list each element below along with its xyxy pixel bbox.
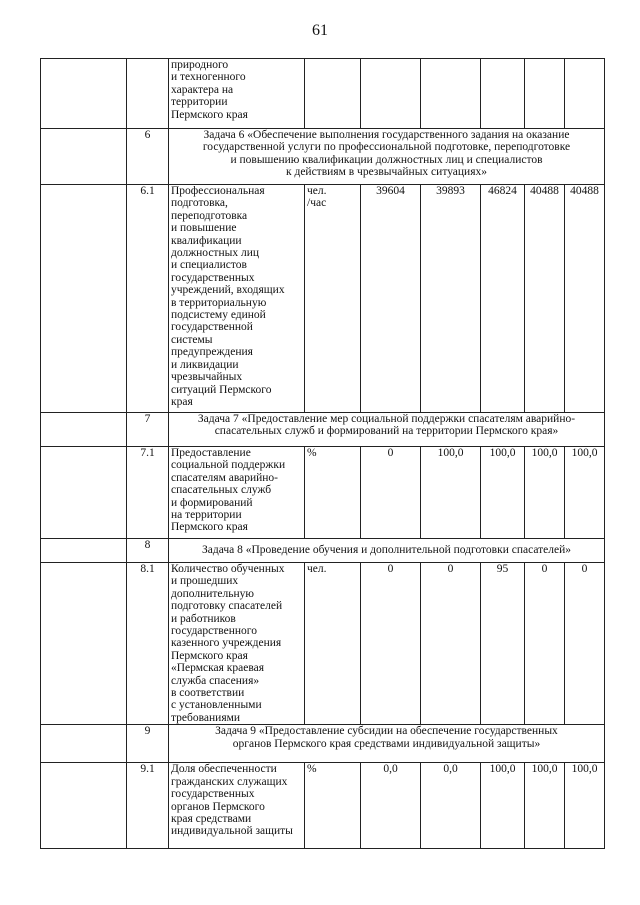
value-cell: 0	[525, 563, 565, 725]
blank-cell	[41, 763, 127, 849]
unit-cell: чел.	[305, 563, 361, 725]
task-number: 7	[127, 413, 169, 447]
blank-cell	[41, 129, 127, 185]
value-cell: 46824	[481, 185, 525, 413]
value-cell: 40488	[565, 185, 605, 413]
blank-cell	[41, 725, 127, 763]
table-row	[41, 185, 605, 413]
value-cell: 0	[565, 563, 605, 725]
value-cell: 0	[361, 447, 421, 539]
value-cell: 39893	[421, 185, 481, 413]
table-row	[41, 563, 605, 725]
row-number-cell	[127, 59, 169, 129]
task-number: 9	[127, 725, 169, 763]
row-number: 7.1	[127, 447, 169, 539]
value-cell: 100,0	[525, 447, 565, 539]
row-number: 8.1	[127, 563, 169, 725]
indicator-description: Предоставление социальной поддержки спасателям аварийно- спасательных служб и формирований на территории Пермского края	[169, 447, 305, 539]
blank-cell	[41, 185, 127, 413]
value-cell	[481, 59, 525, 129]
task-title: Задача 6 «Обеспечение выполнения государственного задания на оказание государственной услуги по профессиональной подготовке, переподготовке и повышению квалификации должностных лиц и специалистов к действиям в чрезвычайных ситуациях»	[169, 129, 605, 185]
value-cell: 0	[421, 563, 481, 725]
row-number: 9.1	[127, 763, 169, 849]
value-cell: 0,0	[421, 763, 481, 849]
unit-cell: %	[305, 447, 361, 539]
task-row	[41, 129, 605, 185]
blank-cell	[41, 563, 127, 725]
value-cell: 100,0	[481, 447, 525, 539]
indicator-description: природного и техногенного характера на территории Пермского края	[169, 59, 305, 129]
value-cell	[565, 59, 605, 129]
row-number: 6.1	[127, 185, 169, 413]
blank-cell	[41, 59, 127, 129]
task-row	[41, 413, 605, 447]
unit-cell: %	[305, 763, 361, 849]
value-cell	[361, 59, 421, 129]
table-row	[41, 763, 605, 849]
task-row	[41, 539, 605, 563]
value-cell	[525, 59, 565, 129]
value-cell	[421, 59, 481, 129]
value-cell: 39604	[361, 185, 421, 413]
page-number: 61	[312, 22, 328, 39]
value-cell: 0,0	[361, 763, 421, 849]
value-cell: 100,0	[565, 447, 605, 539]
task-title: Задача 7 «Предоставление мер социальной поддержки спасателям аварийно- спасательных служб и формирований на территории Пермского края»	[169, 413, 605, 447]
blank-cell	[41, 539, 127, 563]
value-cell: 100,0	[481, 763, 525, 849]
indicator-description: Профессиональная подготовка, переподготовка и повышение квалификации должностных лиц и специалистов государственных учреждений, входящих в территориальную подсистему единой государственной системы предупреждения и ликвидации чрезвычайных ситуаций Пермского края	[169, 185, 305, 413]
value-cell: 100,0	[421, 447, 481, 539]
indicator-description: Количество обученных и прошедших дополнительную подготовку спасателей и работников государственного казенного учреждения Пермского края «Пермская краевая служба спасения» в соответствии с установленными требованиями	[169, 563, 305, 725]
table-row	[41, 447, 605, 539]
task-row	[41, 725, 605, 763]
blank-cell	[41, 413, 127, 447]
task-title: Задача 9 «Предоставление субсидии на обеспечение государственных органов Пермского края средствами индивидуальной защиты»	[169, 725, 605, 763]
table-row	[41, 59, 605, 129]
blank-cell	[41, 447, 127, 539]
task-number: 8	[127, 539, 169, 563]
unit-cell	[305, 59, 361, 129]
value-cell: 0	[361, 563, 421, 725]
indicators-table	[40, 58, 605, 849]
unit-cell: чел. /час	[305, 185, 361, 413]
value-cell: 100,0	[525, 763, 565, 849]
task-number: 6	[127, 129, 169, 185]
value-cell: 40488	[525, 185, 565, 413]
indicator-description: Доля обеспеченности гражданских служащих государственных органов Пермского края средствами индивидуальной защиты	[169, 763, 305, 849]
value-cell: 95	[481, 563, 525, 725]
value-cell: 100,0	[565, 763, 605, 849]
task-title: Задача 8 «Проведение обучения и дополнительной подготовки спасателей»	[169, 539, 605, 563]
